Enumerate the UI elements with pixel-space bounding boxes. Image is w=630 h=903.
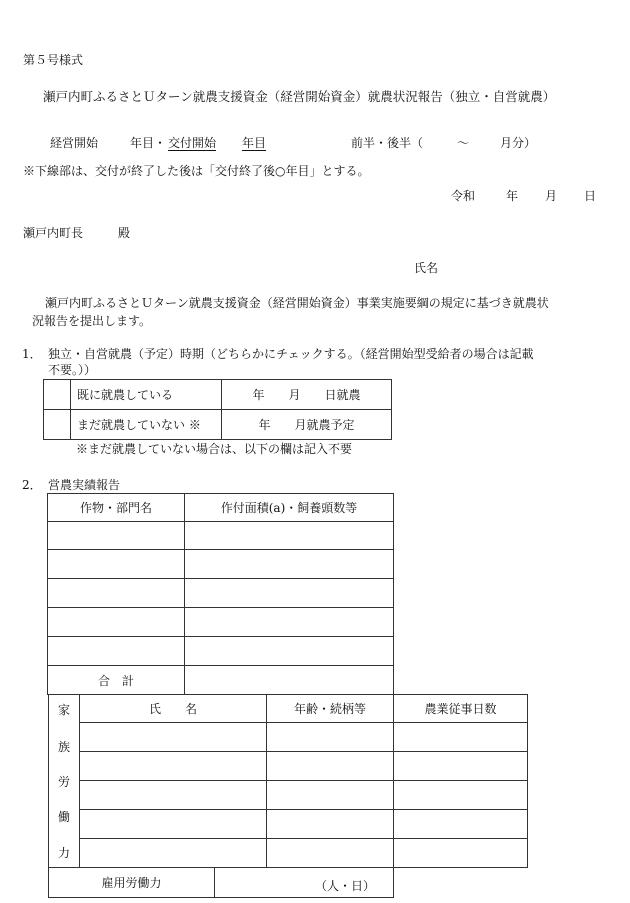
hired-labor-unit: （人・日） xyxy=(314,879,375,893)
family-age-cell[interactable] xyxy=(267,752,393,780)
zenhan-kouhan-label: 前半・後半（ xyxy=(351,136,424,150)
section1-note: ※まだ就農していない場合は、以下の欄は記入不要 xyxy=(76,442,353,456)
hired-labor-label: 雇用労働力 xyxy=(101,876,162,890)
family-side-label-4: 働 xyxy=(57,809,70,824)
family-side-label-3: 労 xyxy=(57,774,70,789)
honorific: 殿 xyxy=(118,226,131,240)
crop-area-cell[interactable] xyxy=(185,608,393,636)
date-month: 月 xyxy=(545,189,558,203)
section1-number: 1． xyxy=(22,347,42,361)
family-days-header: 農業従事日数 xyxy=(424,702,497,716)
family-age-header: 年齢・続柄等 xyxy=(293,702,366,716)
crop-name-cell[interactable] xyxy=(48,522,184,549)
crop-total-value[interactable] xyxy=(185,666,393,694)
crop-area-cell[interactable] xyxy=(185,637,393,665)
family-name-cell[interactable] xyxy=(80,839,266,867)
crop-col1-header: 作物・部門名 xyxy=(79,501,152,515)
date-year: 年 xyxy=(506,189,519,203)
family-name-cell[interactable] xyxy=(80,810,266,838)
family-age-cell[interactable] xyxy=(267,810,393,838)
crop-area-cell[interactable] xyxy=(185,579,393,607)
crop-col2-header: 作付面積(a)・飼養頭数等 xyxy=(220,501,358,515)
section1-heading-line2: 不要。）） xyxy=(48,363,97,377)
row-value-not-yet-farming: 年 月就農予定 xyxy=(258,418,355,432)
family-side-label-2: 族 xyxy=(57,739,70,754)
body-text-line2: 況報告を提出します。 xyxy=(32,314,152,328)
family-days-cell[interactable] xyxy=(394,839,527,867)
crop-total-label: 合 計 xyxy=(97,673,134,688)
koufu-kaishi-label: 交付開始 年目 xyxy=(168,136,267,150)
body-text-line1: 瀬戸内町ふるさとＵターン就農支援資金（経営開始資金）事業実施要綱の規定に基づき就農状 xyxy=(45,296,549,310)
section1-heading-line1: 独立・自営就農（予定）時期（どちらかにチェックする。（経営開始型受給者の場合は記載 xyxy=(48,347,534,361)
row-label-already-farming: 既に就農している xyxy=(77,388,174,402)
section2-number: 2． xyxy=(22,478,42,492)
date-day: 日 xyxy=(584,189,597,203)
section2-heading: 営農実績報告 xyxy=(48,478,121,492)
row-label-not-yet-farming: まだ就農していない ※ xyxy=(77,418,201,432)
addressee: 瀬戸内町長 xyxy=(23,226,84,240)
family-age-cell[interactable] xyxy=(267,781,393,809)
family-name-header: 氏 名 xyxy=(148,702,197,716)
nenme-label-1: 年目・ xyxy=(130,136,167,150)
family-days-cell[interactable] xyxy=(394,752,527,780)
crop-name-cell[interactable] xyxy=(48,637,184,665)
document-title: 瀬戸内町ふるさとＵターン就農支援資金（経営開始資金）就農状況報告（独立・自営就農） xyxy=(43,89,556,104)
crop-name-cell[interactable] xyxy=(48,608,184,636)
crop-area-cell[interactable] xyxy=(185,522,393,549)
family-name-cell[interactable] xyxy=(80,752,266,780)
family-name-cell[interactable] xyxy=(80,723,266,751)
tilde-label: ～ xyxy=(457,136,470,150)
form-number: 第５号様式 xyxy=(23,53,84,67)
date-era: 令和 xyxy=(451,189,476,203)
row-value-already-farming: 年 月 日就農 xyxy=(252,388,361,402)
family-side-label-1: 家 xyxy=(57,702,70,717)
family-age-cell[interactable] xyxy=(267,839,393,867)
family-name-cell[interactable] xyxy=(80,781,266,809)
crop-area-cell[interactable] xyxy=(185,550,393,578)
crop-name-cell[interactable] xyxy=(48,579,184,607)
getsubun-label: 月分） xyxy=(500,136,537,150)
keiei-kaishi-label: 経営開始 xyxy=(50,136,99,150)
hired-labor-value-cell[interactable] xyxy=(215,868,393,897)
checkbox-already-farming[interactable] xyxy=(44,380,70,409)
family-days-cell[interactable] xyxy=(394,723,527,751)
family-days-cell[interactable] xyxy=(394,781,527,809)
checkbox-not-yet-farming[interactable] xyxy=(44,410,70,439)
family-age-cell[interactable] xyxy=(267,723,393,751)
family-side-label-5: 力 xyxy=(57,845,70,860)
underline-note: ※下線部は、交付が終了した後は「交付終了後○年目」とする。 xyxy=(23,164,370,178)
family-days-cell[interactable] xyxy=(394,810,527,838)
crop-name-cell[interactable] xyxy=(48,550,184,578)
name-label: 氏名 xyxy=(414,261,439,275)
